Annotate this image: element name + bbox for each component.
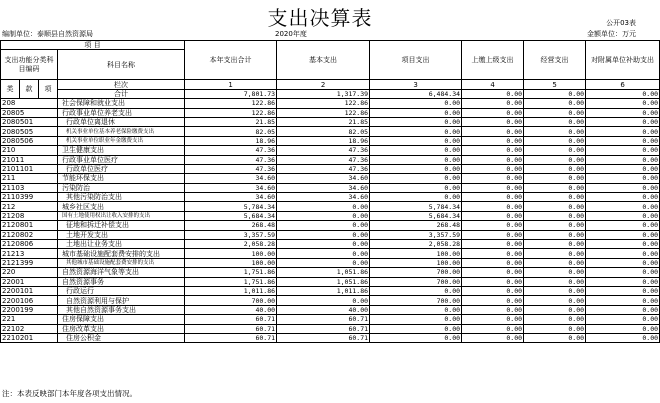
amount-cell: 0.00 (586, 136, 660, 145)
amount-cell: 1,051.86 (277, 268, 370, 277)
subject-name-cell: 自然资源利用与保护 (58, 296, 185, 305)
amount-cell: 0.00 (524, 268, 586, 277)
subject-name-cell: 国有土地使用权出让收入安排的支出 (58, 211, 185, 220)
amount-cell: 0.00 (462, 286, 524, 295)
amount-cell: 0.00 (462, 155, 524, 164)
table-row (1, 99, 660, 108)
amount-cell: 0.00 (586, 117, 660, 126)
amount-cell: 0.00 (524, 211, 586, 220)
subject-name-cell: 自然资源事务 (58, 277, 185, 286)
func-code-cell: 2110399 (1, 193, 58, 202)
amount-cell: 0.00 (462, 117, 524, 126)
amount-cell: 0.00 (277, 240, 370, 249)
func-code-cell: 2120806 (1, 240, 58, 249)
subject-name-cell: 其他污染防治支出 (58, 193, 185, 202)
amount-cell: 0.00 (277, 221, 370, 230)
amount-cell: 0.00 (586, 286, 660, 295)
amount-cell: 0.00 (586, 155, 660, 164)
amount-cell: 0.00 (586, 221, 660, 230)
amount-cell: 0.00 (370, 136, 462, 145)
amount-cell: 0.00 (586, 324, 660, 333)
amount-cell: 700.00 (185, 296, 277, 305)
subject-name-cell: 自然资源海洋气象等支出 (58, 268, 185, 277)
table-row (1, 183, 660, 192)
amount-cell: 0.00 (370, 305, 462, 314)
amount-cell: 0.00 (462, 277, 524, 286)
table-row (1, 333, 660, 342)
amount-cell: 0.00 (370, 183, 462, 192)
amount-cell: 1,751.86 (185, 277, 277, 286)
table-row (1, 249, 660, 258)
header-total: 本年支出合计 (185, 41, 277, 80)
total-cell: 0.00 (524, 89, 586, 98)
table-row (1, 108, 660, 117)
amount-cell: 21.85 (277, 117, 370, 126)
header-hangci: 栏次 (58, 80, 185, 89)
func-code-cell: 2121399 (1, 258, 58, 267)
amount-cell: 0.00 (524, 258, 586, 267)
amount-cell: 0.00 (586, 305, 660, 314)
total-cell: 6,484.34 (370, 89, 462, 98)
amount-cell: 0.00 (370, 333, 462, 342)
amount-cell: 0.00 (586, 127, 660, 136)
amount-cell: 0.00 (370, 315, 462, 324)
header-func-code: 支出功能分类科目编码 (1, 50, 58, 80)
amount-cell: 47.36 (277, 146, 370, 155)
amount-cell: 0.00 (524, 230, 586, 239)
func-code-cell: 20805 (1, 108, 58, 117)
amount-cell: 0.00 (462, 230, 524, 239)
amount-cell: 40.00 (277, 305, 370, 314)
amount-cell: 0.00 (586, 333, 660, 342)
amount-cell: 0.00 (586, 240, 660, 249)
amount-cell: 0.00 (462, 174, 524, 183)
amount-cell: 0.00 (277, 249, 370, 258)
amount-cell: 0.00 (277, 211, 370, 220)
table-row (1, 315, 660, 324)
amount-cell: 100.00 (370, 249, 462, 258)
total-cell: 1,317.39 (277, 89, 370, 98)
amount-cell: 47.36 (277, 164, 370, 173)
amount-cell: 0.00 (462, 305, 524, 314)
col-num-3: 3 (370, 80, 462, 89)
amount-cell: 0.00 (524, 333, 586, 342)
amount-cell: 82.05 (277, 127, 370, 136)
subject-name-cell: 住房公积金 (58, 333, 185, 342)
subject-name-cell: 污染防治 (58, 183, 185, 192)
amount-cell: 0.00 (277, 230, 370, 239)
func-code-cell: 2080506 (1, 136, 58, 145)
amount-cell: 5,784.34 (185, 202, 277, 211)
amount-cell: 0.00 (462, 99, 524, 108)
amount-cell: 60.71 (185, 333, 277, 342)
amount-cell: 0.00 (370, 286, 462, 295)
unit-label: 金额单位：万元 (587, 30, 636, 38)
table-row (1, 240, 660, 249)
amount-cell: 0.00 (524, 117, 586, 126)
amount-cell: 0.00 (370, 155, 462, 164)
func-code-cell: 212 (1, 202, 58, 211)
subject-name-cell: 行政单位医疗 (58, 164, 185, 173)
report-meta-line (2, 29, 638, 39)
col-num-1: 1 (185, 80, 277, 89)
amount-cell: 0.00 (370, 127, 462, 136)
amount-cell: 122.86 (185, 108, 277, 117)
amount-cell: 0.00 (462, 164, 524, 173)
header-upper: 上缴上级支出 (462, 41, 524, 80)
amount-cell: 0.00 (524, 240, 586, 249)
func-code-cell: 22001 (1, 277, 58, 286)
amount-cell: 0.00 (462, 296, 524, 305)
amount-cell: 700.00 (370, 277, 462, 286)
table-row (1, 230, 660, 239)
amount-cell: 0.00 (462, 193, 524, 202)
amount-cell: 0.00 (586, 164, 660, 173)
amount-cell: 5,684.34 (185, 211, 277, 220)
table-row (1, 127, 660, 136)
func-code-cell: 210 (1, 146, 58, 155)
col-num-2: 2 (277, 80, 370, 89)
amount-cell: 0.00 (524, 315, 586, 324)
func-code-cell: 2120802 (1, 230, 58, 239)
func-code-cell: 221 (1, 315, 58, 324)
table-row (1, 164, 660, 173)
amount-cell: 5,684.34 (370, 211, 462, 220)
amount-cell: 0.00 (586, 211, 660, 220)
amount-cell: 34.60 (185, 183, 277, 192)
header-business: 经营支出 (524, 41, 586, 80)
subject-name-cell: 住房改革支出 (58, 324, 185, 333)
func-code-cell: 211 (1, 174, 58, 183)
table-row (1, 268, 660, 277)
subject-name-cell: 行政事业单位医疗 (58, 155, 185, 164)
amount-cell: 47.36 (277, 155, 370, 164)
header-kuan: 款 (20, 80, 39, 99)
table-row (1, 193, 660, 202)
subject-name-cell: 节能环保支出 (58, 174, 185, 183)
table-row (1, 136, 660, 145)
amount-cell: 0.00 (524, 221, 586, 230)
amount-cell: 268.48 (370, 221, 462, 230)
header-row-4 (1, 80, 660, 89)
amount-cell: 0.00 (524, 99, 586, 108)
amount-cell: 0.00 (462, 146, 524, 155)
amount-cell: 34.60 (185, 174, 277, 183)
amount-cell: 34.60 (185, 193, 277, 202)
amount-cell: 0.00 (524, 305, 586, 314)
amount-cell: 18.96 (185, 136, 277, 145)
amount-cell: 0.00 (370, 164, 462, 173)
amount-cell: 60.71 (277, 315, 370, 324)
footnote: 注：本表反映部门本年度各项支出情况。 (2, 389, 137, 398)
table-row (1, 221, 660, 230)
amount-cell: 0.00 (462, 249, 524, 258)
amount-cell: 0.00 (586, 268, 660, 277)
subject-name-cell: 土地出让业务支出 (58, 240, 185, 249)
amount-cell: 60.71 (185, 315, 277, 324)
amount-cell: 0.00 (462, 221, 524, 230)
form-number: 公开03表 (606, 19, 636, 27)
amount-cell: 0.00 (524, 127, 586, 136)
amount-cell: 0.00 (462, 268, 524, 277)
header-xiang: 项 (39, 80, 58, 99)
amount-cell: 0.00 (370, 117, 462, 126)
org-label: 编制单位：泰顺县自然资源局 (2, 30, 93, 38)
amount-cell: 0.00 (462, 127, 524, 136)
amount-cell: 0.00 (586, 230, 660, 239)
amount-cell: 3,357.59 (370, 230, 462, 239)
amount-cell: 1,751.86 (185, 268, 277, 277)
func-code-cell: 2101101 (1, 164, 58, 173)
expenditure-table (0, 40, 660, 343)
amount-cell: 47.36 (185, 164, 277, 173)
amount-cell: 122.86 (277, 108, 370, 117)
amount-cell: 0.00 (462, 183, 524, 192)
amount-cell: 34.60 (277, 183, 370, 192)
amount-cell: 0.00 (524, 277, 586, 286)
amount-cell: 0.00 (370, 99, 462, 108)
amount-cell: 0.00 (524, 286, 586, 295)
col-num-6: 6 (586, 80, 660, 89)
func-code-cell: 2120801 (1, 221, 58, 230)
amount-cell: 700.00 (370, 296, 462, 305)
amount-cell: 0.00 (524, 183, 586, 192)
header-subject: 科目名称 (58, 50, 185, 80)
amount-cell: 0.00 (524, 324, 586, 333)
func-code-cell: 208 (1, 99, 58, 108)
amount-cell: 1,051.86 (277, 277, 370, 286)
table-row (1, 258, 660, 267)
total-cell: 0.00 (462, 89, 524, 98)
amount-cell: 34.60 (277, 174, 370, 183)
amount-cell: 82.05 (185, 127, 277, 136)
func-code-cell: 21011 (1, 155, 58, 164)
report-title: 支出决算表 (267, 6, 373, 30)
table-row (1, 296, 660, 305)
table-row (1, 286, 660, 295)
table-row (1, 277, 660, 286)
amount-cell: 100.00 (370, 258, 462, 267)
table-row (1, 324, 660, 333)
subject-name-cell: 其他城市基础设施配套费安排的支出 (58, 258, 185, 267)
amount-cell: 47.36 (185, 155, 277, 164)
amount-cell: 0.00 (524, 249, 586, 258)
amount-cell: 0.00 (370, 193, 462, 202)
amount-cell: 2,058.28 (370, 240, 462, 249)
amount-cell: 0.00 (462, 258, 524, 267)
amount-cell: 0.00 (524, 193, 586, 202)
amount-cell: 0.00 (462, 324, 524, 333)
func-code-cell: 21208 (1, 211, 58, 220)
amount-cell: 100.00 (185, 258, 277, 267)
amount-cell: 0.00 (462, 136, 524, 145)
amount-cell: 1,011.86 (185, 286, 277, 295)
subject-name-cell: 机关事业单位职业年金缴费支出 (58, 136, 185, 145)
subject-name-cell: 土地开发支出 (58, 230, 185, 239)
amount-cell: 0.00 (524, 202, 586, 211)
header-lei: 类 (1, 80, 20, 99)
amount-cell: 0.00 (524, 296, 586, 305)
func-code-cell: 2200101 (1, 286, 58, 295)
amount-cell: 2,058.28 (185, 240, 277, 249)
amount-cell: 0.00 (524, 146, 586, 155)
subject-name-cell: 行政单位离退休 (58, 117, 185, 126)
amount-cell: 0.00 (586, 183, 660, 192)
amount-cell: 0.00 (462, 315, 524, 324)
amount-cell: 0.00 (586, 249, 660, 258)
amount-cell: 5,784.34 (370, 202, 462, 211)
func-code-cell: 220 (1, 268, 58, 277)
header-row-1 (1, 41, 660, 50)
func-code-cell: 21213 (1, 249, 58, 258)
amount-cell: 0.00 (462, 108, 524, 117)
func-code-cell: 22102 (1, 324, 58, 333)
func-code-cell: 2200106 (1, 296, 58, 305)
amount-cell: 0.00 (277, 296, 370, 305)
subject-name-cell: 其他自然资源事务支出 (58, 305, 185, 314)
header-subsidy: 对附属单位补助支出 (586, 41, 660, 80)
amount-cell: 60.71 (185, 324, 277, 333)
amount-cell: 21.85 (185, 117, 277, 126)
subject-name-cell: 行政运行 (58, 286, 185, 295)
func-code-cell: 2200199 (1, 305, 58, 314)
amount-cell: 60.71 (277, 324, 370, 333)
col-num-4: 4 (462, 80, 524, 89)
amount-cell: 18.96 (277, 136, 370, 145)
table-row (1, 202, 660, 211)
total-cell: 7,801.73 (185, 89, 277, 98)
amount-cell: 1,011.86 (277, 286, 370, 295)
amount-cell: 0.00 (462, 211, 524, 220)
amount-cell: 0.00 (524, 164, 586, 173)
amount-cell: 0.00 (462, 240, 524, 249)
table-row (1, 174, 660, 183)
amount-cell: 0.00 (586, 296, 660, 305)
amount-cell: 0.00 (586, 315, 660, 324)
amount-cell: 0.00 (370, 146, 462, 155)
year-label: 2020年度 (275, 30, 307, 38)
header-basic: 基本支出 (277, 41, 370, 80)
amount-cell: 0.00 (370, 324, 462, 333)
amount-cell: 0.00 (277, 258, 370, 267)
amount-cell: 0.00 (586, 108, 660, 117)
subject-name-cell: 城市基础设施配套费安排的支出 (58, 249, 185, 258)
amount-cell: 0.00 (524, 108, 586, 117)
func-code-cell: 2210201 (1, 333, 58, 342)
amount-cell: 0.00 (524, 174, 586, 183)
amount-cell: 0.00 (524, 136, 586, 145)
table-row (1, 146, 660, 155)
amount-cell: 3,357.59 (185, 230, 277, 239)
table-row (1, 305, 660, 314)
table-row (1, 117, 660, 126)
amount-cell: 0.00 (277, 202, 370, 211)
subject-name-cell: 机关事业单位基本养老保险缴费支出 (58, 127, 185, 136)
table-row (1, 155, 660, 164)
amount-cell: 0.00 (586, 202, 660, 211)
subject-name-cell: 住房保障支出 (58, 315, 185, 324)
amount-cell: 0.00 (370, 108, 462, 117)
amount-cell: 47.36 (185, 146, 277, 155)
amount-cell: 0.00 (586, 99, 660, 108)
amount-cell: 0.00 (462, 202, 524, 211)
func-code-cell: 2080505 (1, 127, 58, 136)
total-label: 合计 (58, 89, 185, 98)
total-cell: 0.00 (586, 89, 660, 98)
amount-cell: 0.00 (524, 155, 586, 164)
amount-cell: 100.00 (185, 249, 277, 258)
amount-cell: 0.00 (462, 333, 524, 342)
amount-cell: 0.00 (586, 258, 660, 267)
amount-cell: 0.00 (586, 174, 660, 183)
amount-cell: 268.48 (185, 221, 277, 230)
subject-name-cell: 社会保障和就业支出 (58, 99, 185, 108)
amount-cell: 0.00 (586, 277, 660, 286)
amount-cell: 0.00 (370, 174, 462, 183)
header-item: 项 目 (1, 41, 185, 50)
func-code-cell: 2080501 (1, 117, 58, 126)
col-num-5: 5 (524, 80, 586, 89)
amount-cell: 40.00 (185, 305, 277, 314)
subject-name-cell: 征地和拆迁补偿支出 (58, 221, 185, 230)
subject-name-cell: 行政事业单位养老支出 (58, 108, 185, 117)
total-row (1, 89, 660, 98)
amount-cell: 34.60 (277, 193, 370, 202)
amount-cell: 122.86 (277, 99, 370, 108)
subject-name-cell: 卫生健康支出 (58, 146, 185, 155)
amount-cell: 0.00 (586, 146, 660, 155)
table-row (1, 211, 660, 220)
amount-cell: 0.00 (586, 193, 660, 202)
subject-name-cell: 城乡社区支出 (58, 202, 185, 211)
amount-cell: 700.00 (370, 268, 462, 277)
amount-cell: 60.71 (277, 333, 370, 342)
amount-cell: 122.86 (185, 99, 277, 108)
func-code-cell: 21103 (1, 183, 58, 192)
header-project: 项目支出 (370, 41, 462, 80)
